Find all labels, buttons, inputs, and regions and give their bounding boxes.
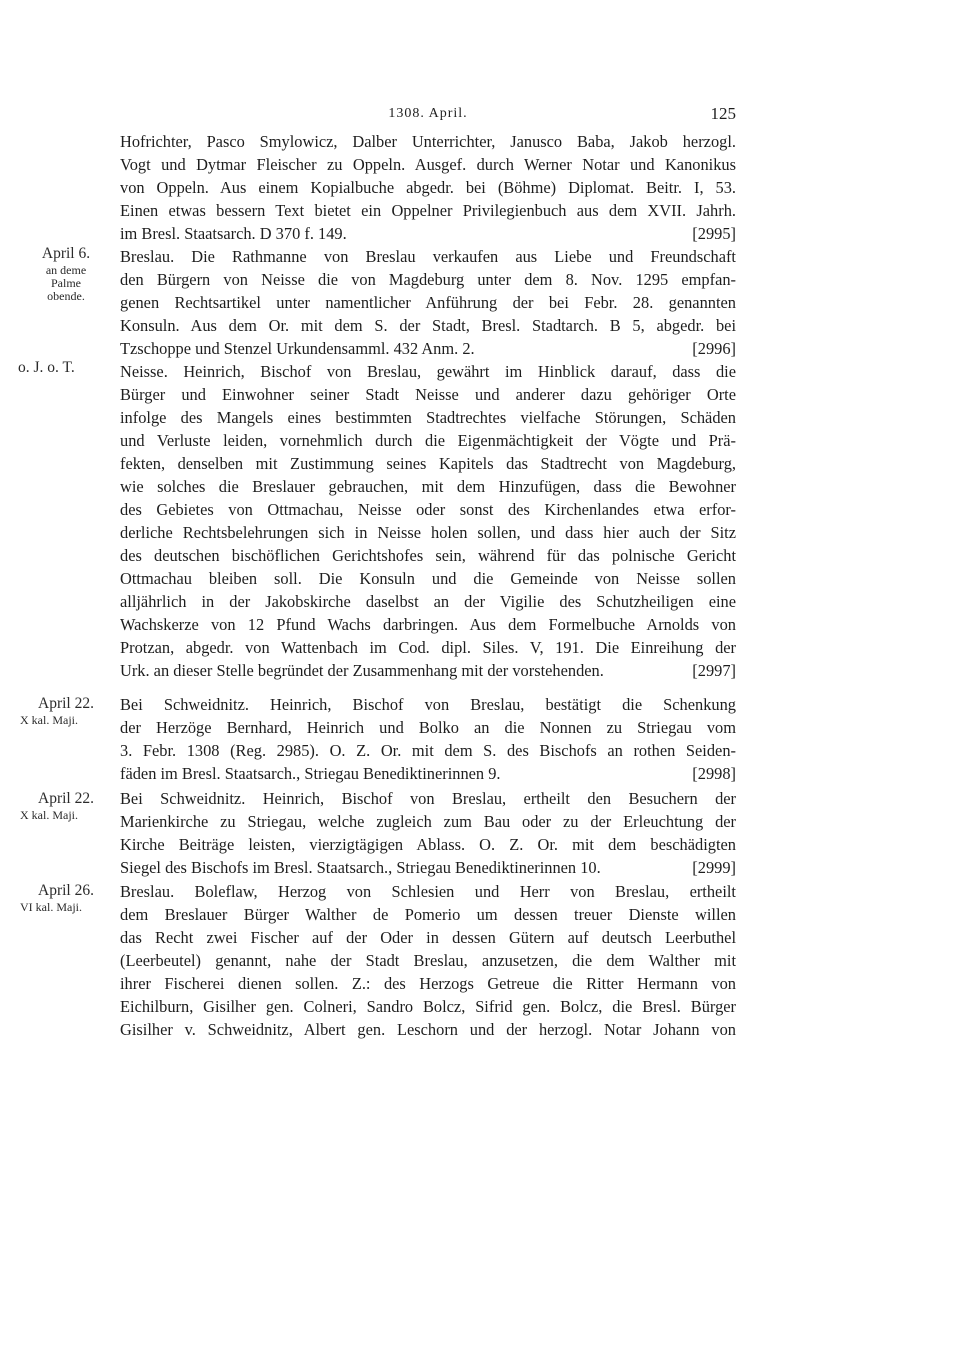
text-line: das Recht zwei Fischer auf der Oder in dessen Gütern auf deutsch Leerbuthel <box>120 928 736 947</box>
text-line: Breslau. Die Rathmanne von Breslau verkaufen aus Liebe und Freundschaft <box>120 247 736 266</box>
text-line: derliche Rechtsbelehrungen sich in Neisse holen sollen, und dass hier auch der Sitz <box>120 523 736 542</box>
margin-date: April 22. <box>38 790 94 807</box>
margin-date: o. J. o. T. <box>18 359 75 376</box>
text-line <box>120 762 736 785</box>
text-line: Wachskerze von 12 Pfund Wachs darbringen. Aus dem Formelbuche Arnolds von <box>120 615 736 634</box>
text-line: Protzan, abgedr. von Wattenbach im Cod. dipl. Siles. V, 191. Die Einreihung der <box>120 638 736 657</box>
regest-number: [2999] <box>692 858 736 877</box>
text-line: genen Rechtsartikel unter namentlicher Anführung der bei Febr. 28. genannten <box>120 293 736 312</box>
regest-number: [2998] <box>692 764 736 783</box>
text-line: ihrer Fischerei dienen sollen. Z.: des Herzogs Getreue die Ritter Hermann von <box>120 974 736 993</box>
text-line <box>120 856 736 879</box>
text-line: wie solches die Breslauer gebrauchen, mit dem Hinzufügen, dass die Bewohner <box>120 477 736 496</box>
text-line: von Oppeln. Aus einem Kopialbuche abgedr. bei (Böhme) Diplomat. Beitr. I, 53. <box>120 178 736 197</box>
text-line <box>120 222 736 245</box>
text-line: und Verluste leiden, vornehmlich durch die Eigenmächtigkeit der Vögte und Prä- <box>120 431 736 450</box>
text-line: Bei Schweidnitz. Heinrich, Bischof von Breslau, bestätigt die Schenkung <box>120 695 736 714</box>
regest-number: [2996] <box>692 339 736 358</box>
text-line: den Bürgern von Neisse die von Magdeburg unter dem 8. Nov. 1295 empfan- <box>120 270 736 289</box>
margin-date: April 6. <box>41 245 91 262</box>
text-line: Hofrichter, Pasco Smylowicz, Dalber Unterrichter, Janusco Baba, Jakob herzogl. <box>120 132 736 151</box>
line-text: Urk. an dieser Stelle begründet der Zusammenhang mit der vorstehenden. <box>120 661 604 680</box>
text-line: 3. Febr. 1308 (Reg. 2985). O. Z. Or. mit dem S. des Bischofs an rothen Seiden- <box>120 741 736 760</box>
text-line: Neisse. Heinrich, Bischof von Breslau, gewährt im Hinblick darauf, dass die <box>120 362 736 381</box>
regest-3000 <box>120 880 736 1041</box>
text-line: dem Breslauer Bürger Walther de Pomerio um dessen treuer Dienste willen <box>120 905 736 924</box>
text-line: Marienkirche zu Striegau, welche zugleich zum Bau oder zu der Erleuchtung der <box>120 812 736 831</box>
margin-date: April 22. <box>38 695 94 712</box>
margin-note: an deme <box>45 263 87 277</box>
text-line: des deutschen bischöflichen Gerichtshofes sein, während für das polnische Gericht <box>120 546 736 565</box>
text-line: Eichilburn, Gisilher gen. Colneri, Sandro Bolcz, Sifrid gen. Bolcz, die Bresl. Bürger <box>120 997 736 1016</box>
line-text: Siegel des Bischofs im Bresl. Staatsarch., Striegau Benediktinerinnen 10. <box>120 858 601 877</box>
text-line: Gisilher v. Schweidnitz, Albert gen. Leschorn und der herzogl. Notar Johann von <box>120 1020 736 1039</box>
margin-date-2999 <box>18 789 114 822</box>
text-line: Vogt und Dytmar Fleischer zu Oppeln. Ausgef. durch Werner Notar und Kanonikus <box>120 155 736 174</box>
margin-date-2998 <box>18 694 114 727</box>
page-number: 125 <box>710 104 736 123</box>
text-line: fekten, denselben mit Zustimmung seines Kapitels das Stadtrecht von Magdeburg, <box>120 454 736 473</box>
line-text: im Bresl. Staatsarch. D 370 f. 149. <box>120 224 347 243</box>
margin-date-2997 <box>16 358 112 378</box>
text-line <box>120 337 736 360</box>
margin-date-3000 <box>18 881 114 914</box>
text-line: Ottmachau bleiben soll. Die Konsuln und die Gemeinde von Neisse sollen <box>120 569 736 588</box>
margin-note: X kal. Maji. <box>20 808 78 822</box>
text-line: der Herzöge Bernhard, Heinrich und Bolko an die Nonnen zu Striegau vom <box>120 718 736 737</box>
line-text: Tzschoppe und Stenzel Urkundensamml. 432 Anm. 2. <box>120 339 475 358</box>
regest-2999 <box>120 787 736 879</box>
margin-note: obende. <box>47 289 85 303</box>
text-line: des Gebietes von Ottmachau, Neisse oder sonst des Kirchenlandes etwa erfor- <box>120 500 736 519</box>
regest-2996 <box>120 245 736 360</box>
line-text: fäden im Bresl. Staatsarch., Striegau Benediktinerinnen 9. <box>120 764 501 783</box>
text-line: infolge des Mangels eines bestimmten Stadtrechtes vielfache Störungen, Schäden <box>120 408 736 427</box>
margin-date-2996 <box>18 244 114 303</box>
regest-2997 <box>120 360 736 682</box>
running-title: 1308. April. <box>388 106 468 121</box>
text-line: Kirche Beiträge leisten, vierzigtägigen Ablass. O. Z. Or. mit dem beschädigten <box>120 835 736 854</box>
regest-2995-continuation <box>120 130 736 245</box>
text-line: Einen etwas bessern Text bietet ein Oppelner Privilegienbuch aus dem XVII. Jahrh. <box>120 201 736 220</box>
margin-date: April 26. <box>38 882 94 899</box>
margin-note: Palme <box>51 276 81 290</box>
text-line: Bürger und Einwohner seiner Stadt Neisse und anderer dazu gehöriger Orte <box>120 385 736 404</box>
text-line: Konsuln. Aus dem Or. mit dem S. der Stadt, Bresl. Stadtarch. B 5, abgedr. bei <box>120 316 736 335</box>
margin-note: X kal. Maji. <box>20 713 78 727</box>
regest-number: [2997] <box>692 661 736 680</box>
text-line: alljährlich in der Jakobskirche daselbst an der Vigilie des Schutzheiligen eine <box>120 592 736 611</box>
margin-note: VI kal. Maji. <box>20 900 82 914</box>
regest-2998 <box>120 693 736 785</box>
text-line <box>120 659 736 682</box>
text-line: Breslau. Boleflaw, Herzog von Schlesien und Herr von Breslau, ertheilt <box>120 882 736 901</box>
running-head <box>120 104 736 128</box>
text-line: Bei Schweidnitz. Heinrich, Bischof von Breslau, ertheilt den Besuchern der <box>120 789 736 808</box>
text-line: (Leerbeutel) genannt, nahe der Stadt Breslau, anzusetzen, die dem Walther mit <box>120 951 736 970</box>
regest-number: [2995] <box>692 224 736 243</box>
